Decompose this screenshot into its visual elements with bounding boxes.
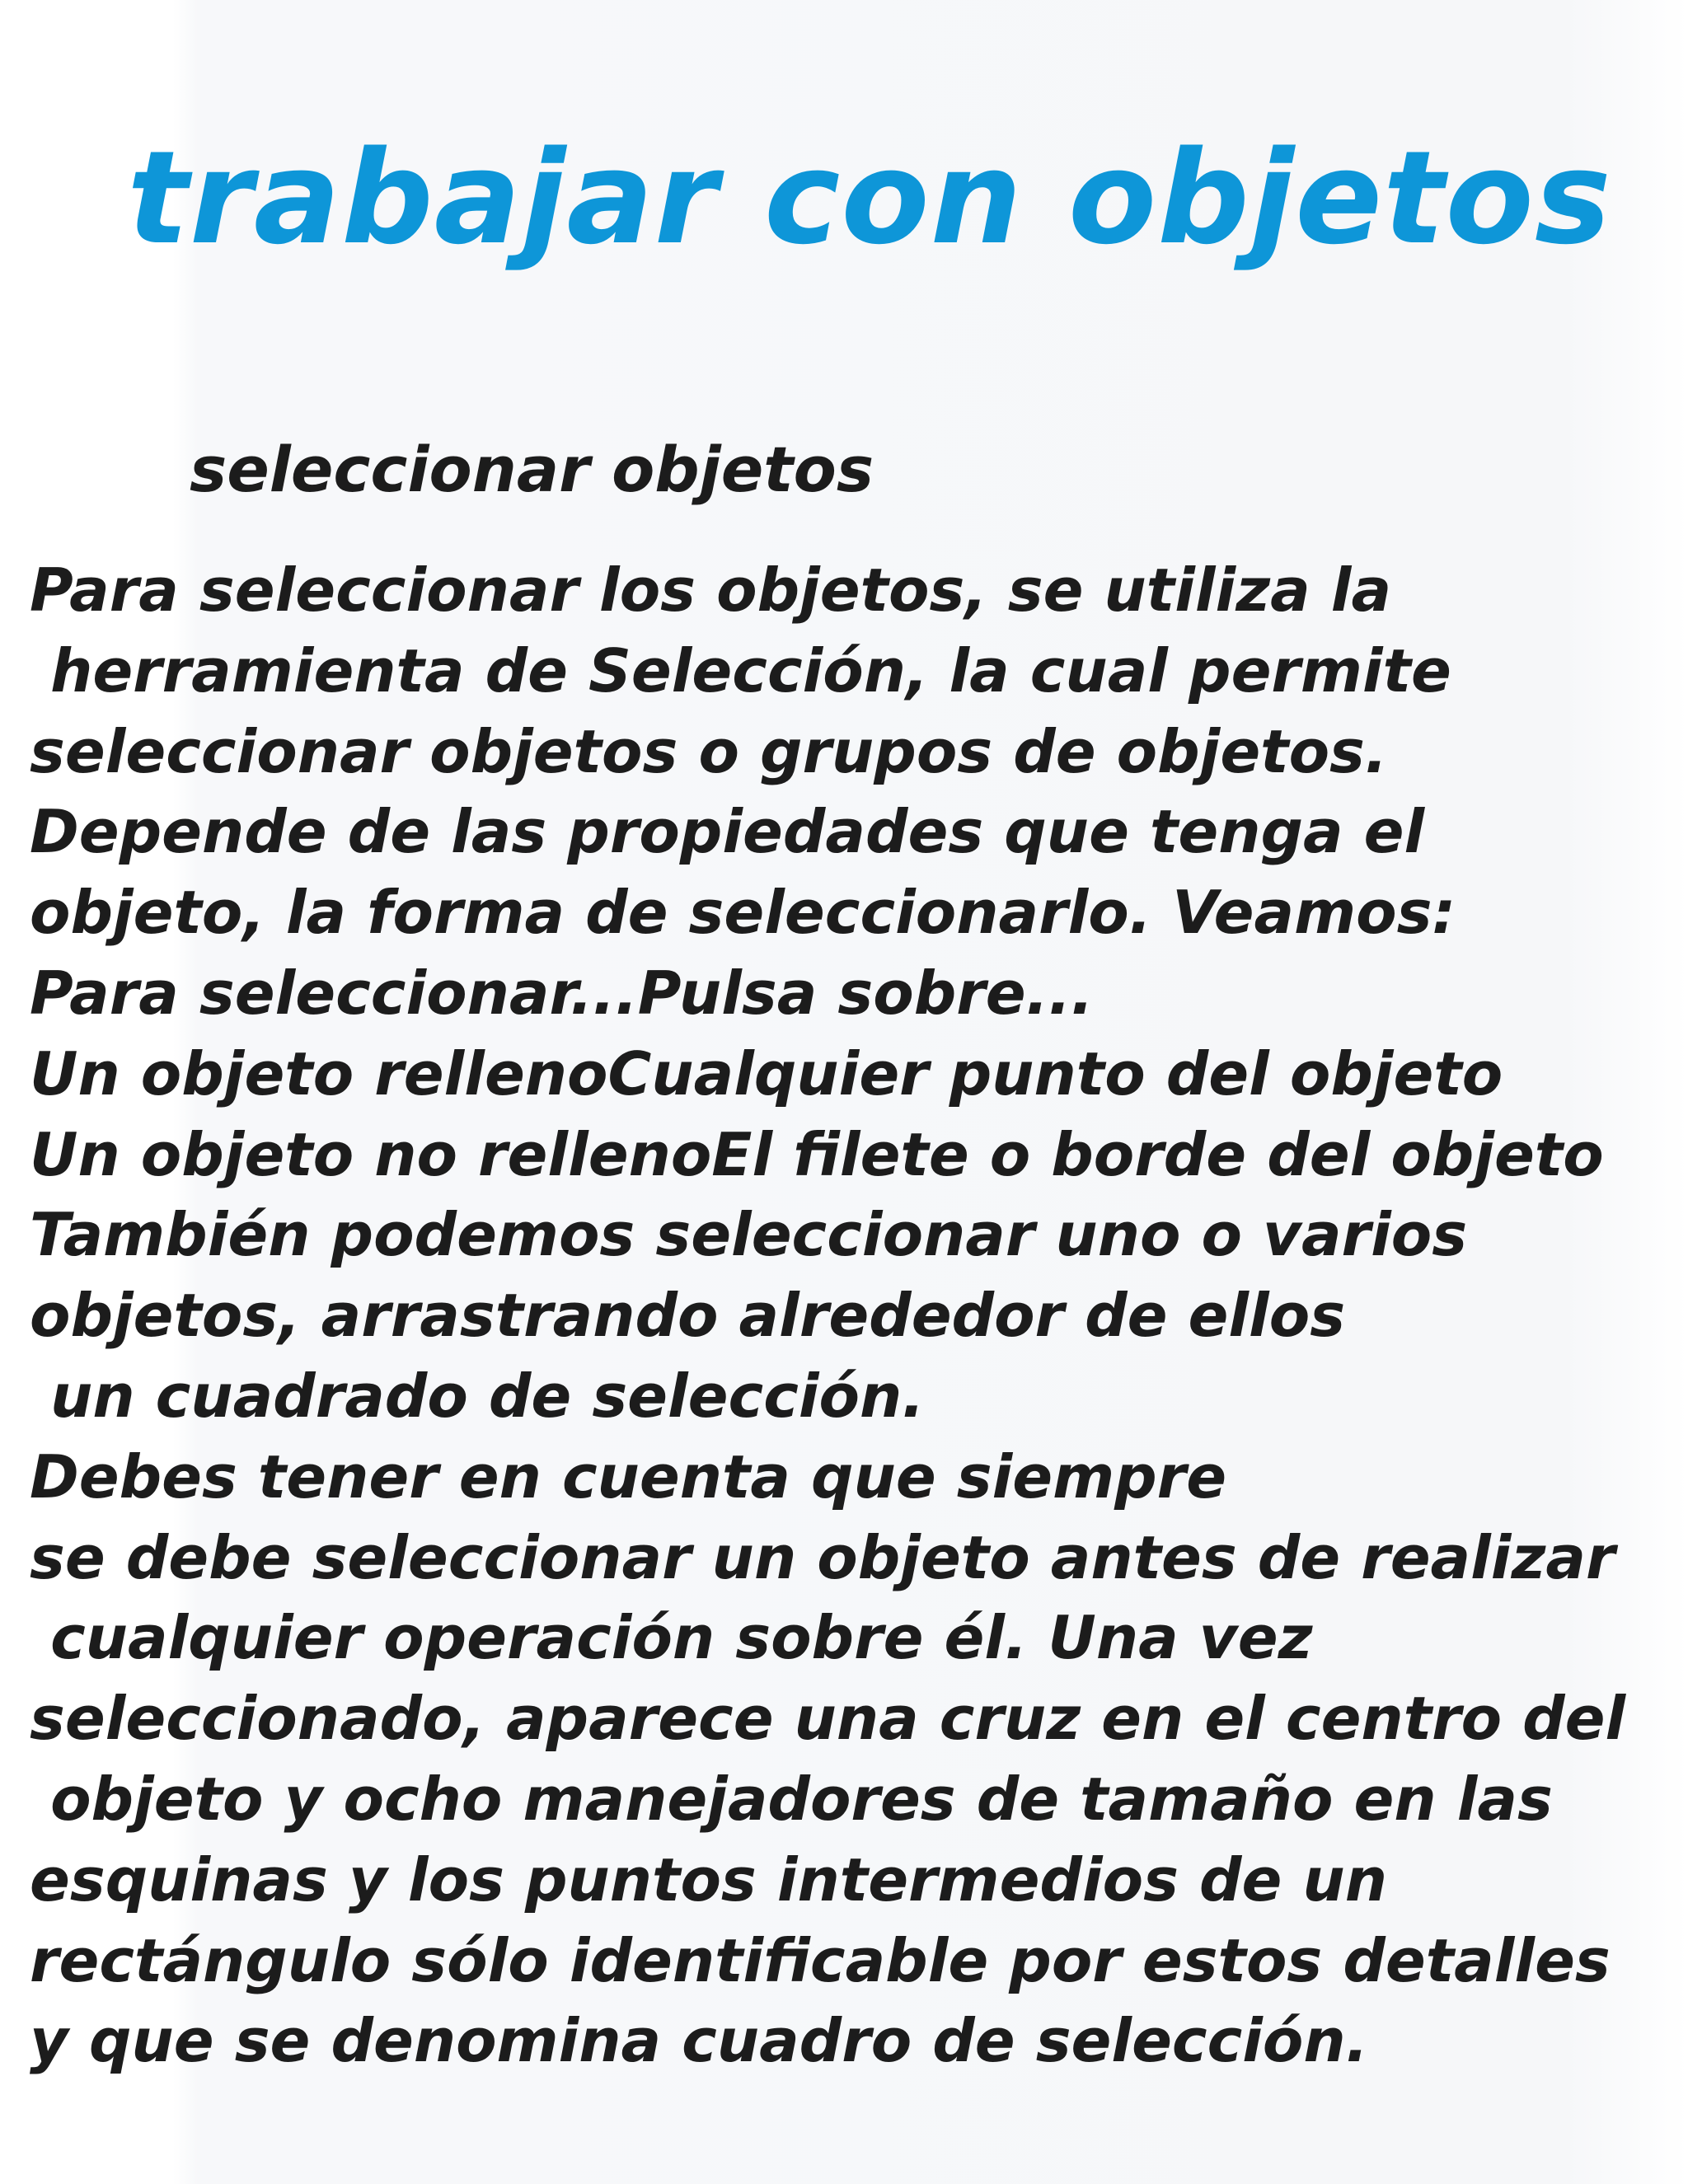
text-line: Un objeto rellenoCualquier punto del objeto: [30, 1038, 1503, 1108]
text-line: seleccionar objetos o grupos de objetos.: [30, 716, 1388, 786]
text-line: un cuadrado de selección.: [30, 1361, 925, 1431]
text-line: cualquier operación sobre él. Una vez: [30, 1603, 1313, 1673]
text-line: seleccionado, aparece una cruz en el centro del: [30, 1684, 1626, 1754]
text-line: rectángulo sólo identificable por estos detalles: [30, 1925, 1611, 1995]
text-line: Para seleccionar...Pulsa sobre...: [30, 958, 1094, 1028]
text-line: Para seleccionar los objetos, se utiliza la: [30, 555, 1392, 625]
text-line: objeto y ocho manejadores de tamaño en las: [30, 1764, 1553, 1834]
text-line: esquinas y los puntos intermedios de un: [30, 1844, 1387, 1915]
text-line: se debe seleccionar un objeto antes de realizar: [30, 1522, 1615, 1592]
text-line: objeto, la forma de seleccionarlo. Veamos:: [30, 878, 1456, 948]
page-title: trabajar con objetos: [127, 123, 1612, 273]
text-line: También podemos seleccionar uno o varios: [30, 1200, 1468, 1270]
text-line: Depende de las propiedades que tenga el: [30, 797, 1425, 867]
text-line: Debes tener en cuenta que siempre: [30, 1441, 1227, 1511]
text-line: y que se denomina cuadro de selección.: [30, 2006, 1369, 2076]
section-heading: seleccionar objetos: [190, 433, 874, 506]
text-line: herramienta de Selección, la cual permite: [30, 635, 1451, 705]
body-paragraph: [30, 551, 1688, 2082]
text-line: Un objeto no rellenoEl filete o borde del objeto: [30, 1119, 1604, 1189]
text-line: objetos, arrastrando alrededor de ellos: [30, 1281, 1346, 1351]
